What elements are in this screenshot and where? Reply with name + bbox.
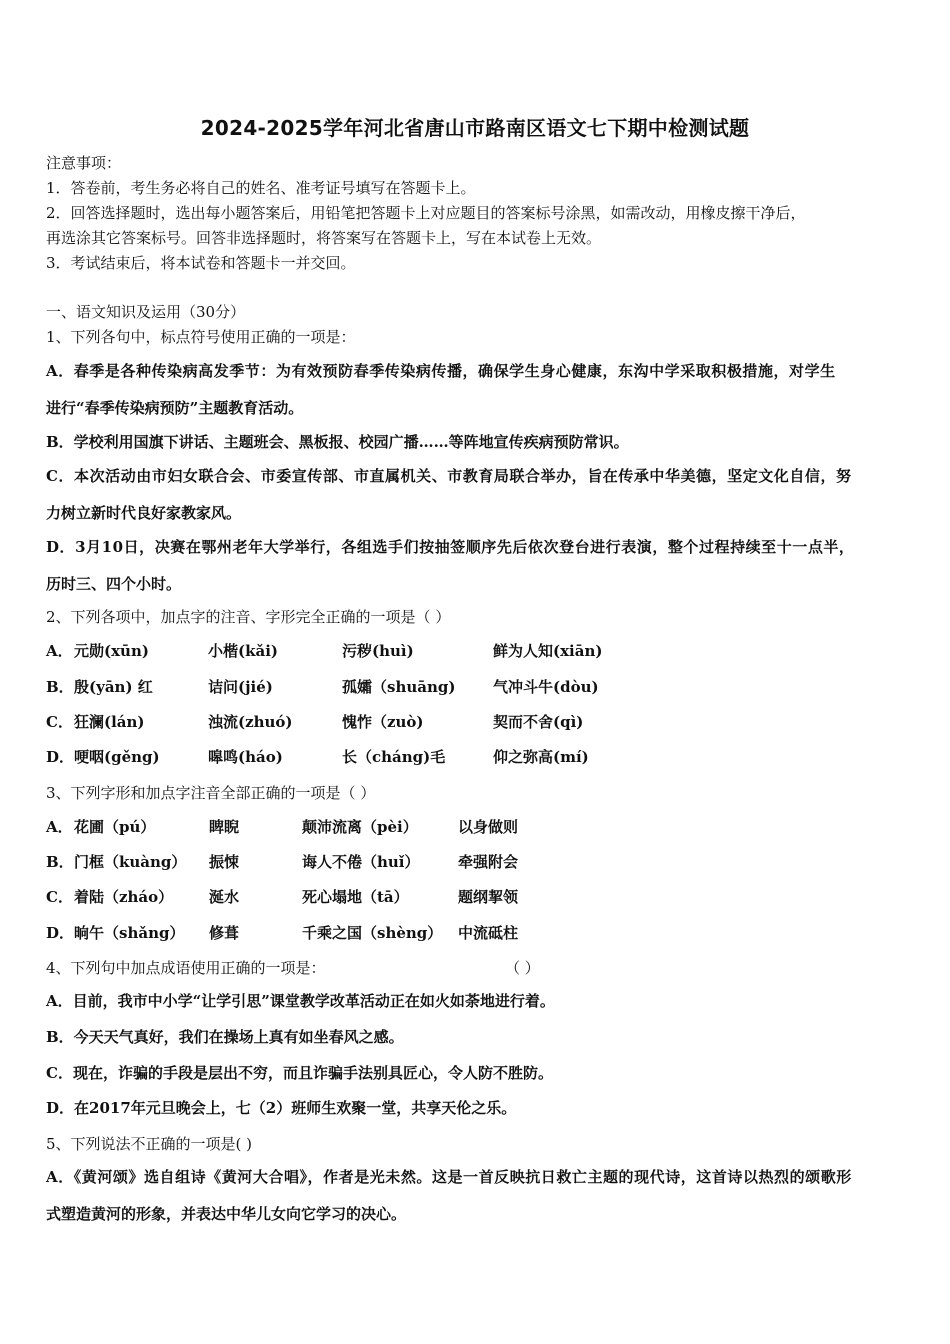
question-stem: 3、下列字形和加点字注音全部正确的一项是（ ） — [46, 784, 376, 802]
section-heading: 一、语文知识及运用（30分） — [46, 303, 246, 321]
q1-option-a: A．春季是各种传染病高发季节：为有效预防春季传染病传播，确保学生身心健康，东沟中学采取积极措施，对学生 — [46, 362, 836, 380]
option-item: 长（cháng)毛 — [342, 748, 446, 766]
option-item: 殷(yān) 红 — [74, 678, 153, 696]
question-stem: 1、下列各句中，标点符号使用正确的一项是： — [46, 328, 356, 346]
option-item: 狂澜(lán) — [74, 713, 145, 731]
notice-item: 再选涂其它答案标号。回答非选择题时，将答案写在答题卡上，写在本试卷上无效。 — [46, 229, 602, 247]
question-stem: 2、下列各项中，加点字的注音、字形完全正确的一项是（ ） — [46, 608, 451, 626]
option-letter: A． — [46, 642, 73, 660]
notice-item: 1．答卷前，考生务必将自己的姓名、准考证号填写在答题卡上。 — [46, 179, 476, 197]
option-item: 睥睨 — [209, 818, 240, 836]
option-item: 污秽(huì) — [342, 642, 414, 660]
option-item: 鲜为人知(xiān) — [493, 642, 603, 660]
q1-option-b: B．学校利用国旗下讲话、主题班会、黑板报、校园广播……等阵地宣传疾病预防常识。 — [46, 433, 629, 451]
option-letter: D． — [46, 924, 75, 942]
option-item: 牵强附会 — [458, 853, 519, 871]
notice-item: 2．回答选择题时，选出每小题答案后，用铅笔把答题卡上对应题目的答案标号涂黑，如需改动，用橡皮擦干净后， — [46, 204, 806, 222]
option-item: 元勋(xūn) — [74, 642, 149, 660]
option-item: 嗥鸣(háo) — [208, 748, 283, 766]
option-letter: D． — [46, 748, 75, 766]
option-item: 中流砥柱 — [458, 924, 519, 942]
option-item: 颠沛流离（pèi） — [302, 818, 418, 836]
option-letter: B． — [46, 853, 74, 871]
option-letter: C． — [46, 888, 73, 906]
question-stem: 4、下列句中加点成语使用正确的一项是： — [46, 959, 326, 977]
option-letter: A． — [46, 818, 73, 836]
option-item: 气冲斗牛(dòu) — [493, 678, 599, 696]
option-item: 死心塌地（tā） — [302, 888, 409, 906]
q1-option-a-cont: 进行“春季传染病预防”主题教育活动。 — [46, 399, 304, 417]
answer-paren: （ ） — [505, 959, 540, 977]
q5-option-a: A．《黄河颂》选自组诗《黄河大合唱》，作者是光未然。这是一首反映抗日救亡主题的现代诗，这首诗以热烈的颂歌形 — [46, 1168, 852, 1186]
option-item: 题纲挈领 — [458, 888, 519, 906]
option-item: 以身做则 — [458, 818, 519, 836]
option-item: 浊流(zhuó) — [208, 713, 293, 731]
notice-heading: 注意事项： — [46, 154, 122, 172]
option-item: 涎水 — [209, 888, 240, 906]
option-item: 振悚 — [209, 853, 240, 871]
q1-option-c-cont: 力树立新时代良好家教家风。 — [46, 504, 242, 522]
option-item: 愧怍（zuò) — [342, 713, 424, 731]
q4-option-d: D．在2017年元旦晚会上，七（2）班师生欢聚一堂，共享天伦之乐。 — [46, 1099, 517, 1117]
notice-item: 3．考试结束后，将本试卷和答题卡一并交回。 — [46, 254, 356, 272]
q1-option-c: C．本次活动由市妇女联合会、市委宣传部、市直属机关、市教育局联合举办，旨在传承中华美德，坚定文化自信，努 — [46, 467, 852, 485]
option-item: 哽咽(gěng) — [74, 748, 160, 766]
option-item: 仰之弥高(mí) — [493, 748, 589, 766]
q1-option-d-cont: 历时三、四个小时。 — [46, 575, 182, 593]
q4-option-a: A．目前，我市中小学“让学引思”课堂教学改革活动正在如火如荼地进行着。 — [46, 992, 555, 1010]
option-item: 诘问(jié) — [208, 678, 273, 696]
option-item: 千乘之国（shèng） — [302, 924, 443, 942]
q4-option-c: C．现在，诈骗的手段是层出不穷，而且诈骗手法别具匠心，令人防不胜防。 — [46, 1064, 553, 1082]
option-item: 契而不舍(qì) — [493, 713, 584, 731]
option-item: 着陆（zháo） — [74, 888, 174, 906]
option-item: 修葺 — [209, 924, 240, 942]
option-item: 小楷(kǎi) — [208, 642, 279, 660]
q5-option-a-cont: 式塑造黄河的形象，并表达中华儿女向它学习的决心。 — [46, 1205, 407, 1223]
question-stem: 5、下列说法不正确的一项是( ) — [46, 1135, 253, 1153]
page-title: 2024-2025学年河北省唐山市路南区语文七下期中检测试题 — [200, 116, 750, 140]
option-letter: C． — [46, 713, 73, 731]
option-item: 花圃（pú） — [74, 818, 156, 836]
option-item: 诲人不倦（huǐ） — [302, 853, 420, 871]
option-item: 晌午（shǎng） — [74, 924, 185, 942]
q4-option-b: B．今天天气真好，我们在操场上真有如坐春风之感。 — [46, 1028, 404, 1046]
option-letter: B． — [46, 678, 74, 696]
q1-option-d: D．3月10日，决赛在鄂州老年大学举行，各组选手们按抽签顺序先后依次登台进行表演，整个过程持续至十一点半， — [46, 538, 855, 556]
option-item: 门框（kuàng） — [74, 853, 187, 871]
option-item: 孤孀（shuāng) — [342, 678, 456, 696]
